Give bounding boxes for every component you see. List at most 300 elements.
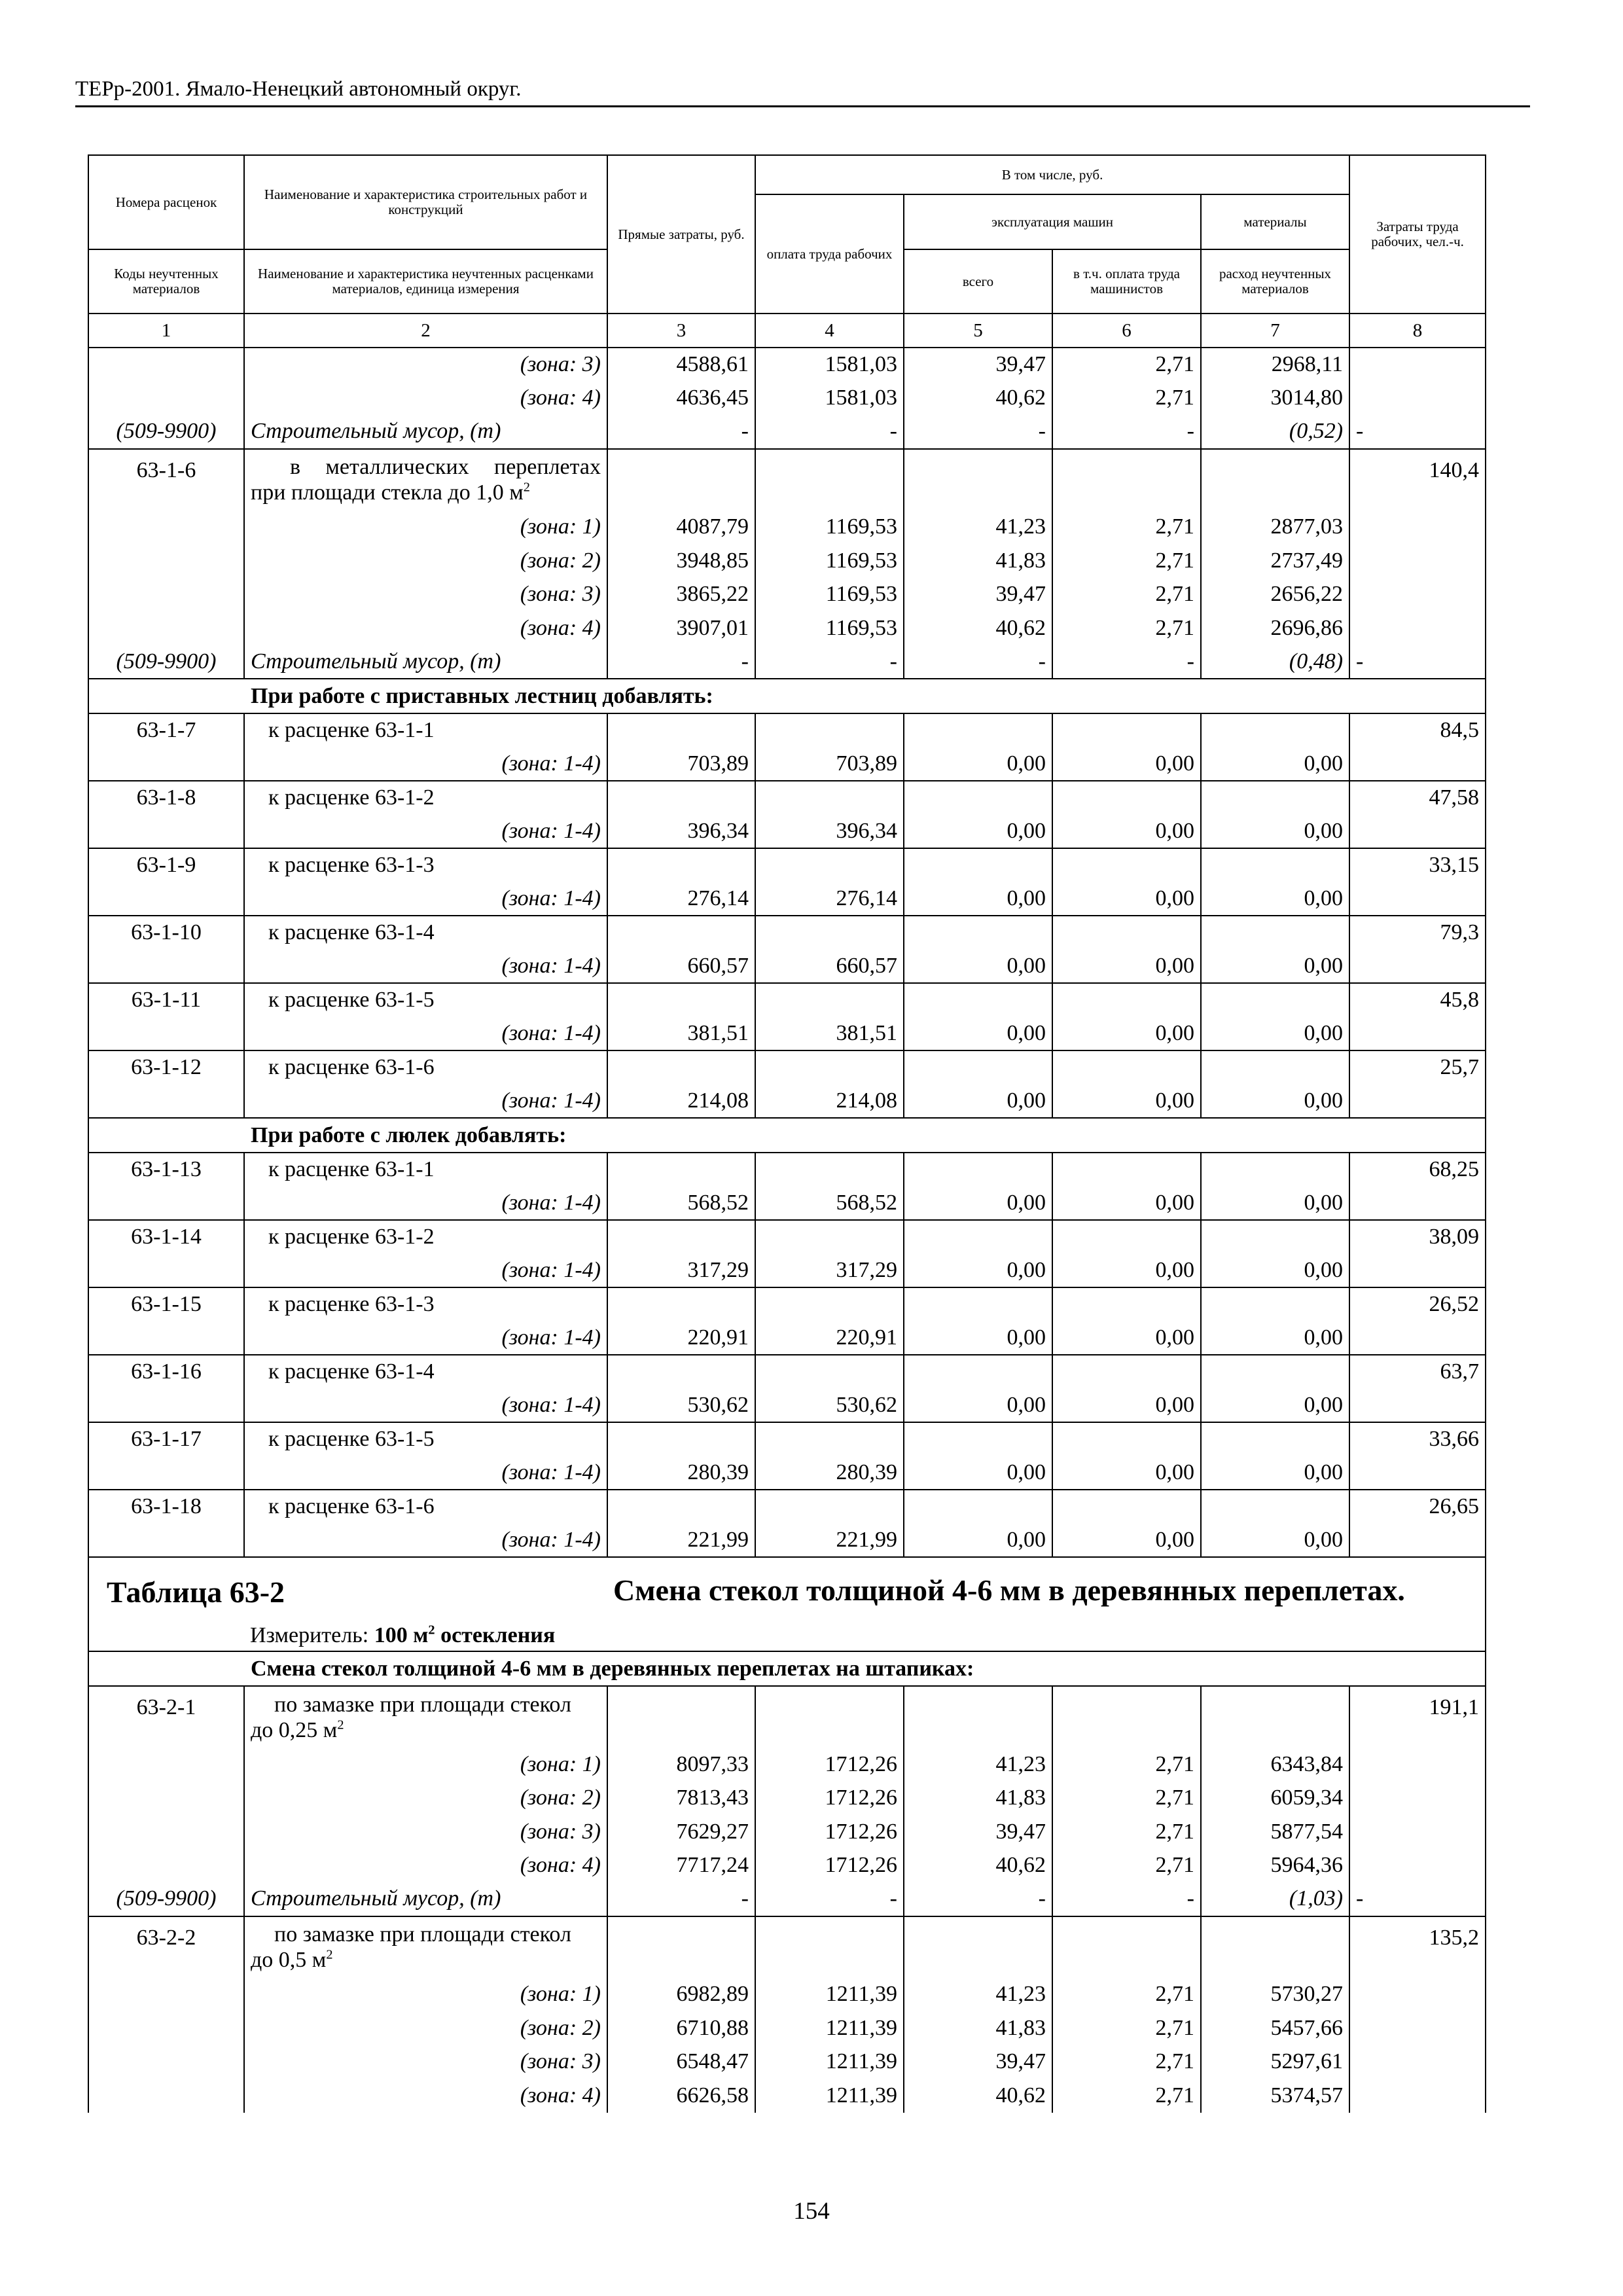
rate-code: 63-1-13 <box>88 1153 244 1187</box>
col4-header: оплата труда рабочих <box>755 194 904 314</box>
col3-header: Прямые затраты, руб. <box>607 155 755 314</box>
wage-cost: 660,57 <box>755 950 904 984</box>
wage-cost: 1712,26 <box>755 1782 904 1816</box>
superscript: 2 <box>337 1717 344 1732</box>
measure-unit <box>250 1623 555 1648</box>
col-number: 4 <box>755 314 904 348</box>
material-name: Строительный мусор, (т) <box>244 645 607 679</box>
materials-cost: 2877,03 <box>1201 511 1349 545</box>
table-label: Таблица 63-2 <box>107 1575 285 1609</box>
zone-label: (зона: 1) <box>244 511 607 545</box>
col-number: 2 <box>244 314 607 348</box>
dash: - <box>904 645 1052 679</box>
direct-cost: 703,89 <box>607 747 755 781</box>
header-row-1 <box>88 155 1486 194</box>
materials-cost: 0,00 <box>1201 1187 1349 1221</box>
direct-cost: 568,52 <box>607 1187 755 1221</box>
materials-cost: 5877,54 <box>1201 1815 1349 1849</box>
table-row <box>88 1254 1486 1288</box>
table-row <box>88 1782 1486 1816</box>
zone-label: (зона: 2) <box>244 544 607 578</box>
dash: - <box>755 415 904 449</box>
column-numbers-row <box>88 314 1486 348</box>
dash: - <box>1349 1882 1486 1916</box>
rate-row <box>88 1287 1486 1321</box>
machinist-wage: 2,71 <box>1052 2011 1201 2045</box>
machine-cost: 41,23 <box>904 1748 1052 1782</box>
rate-name-line2: при площади стекла до 1,0 м <box>251 480 524 505</box>
direct-cost: 6710,88 <box>607 2011 755 2045</box>
direct-cost: 276,14 <box>607 882 755 916</box>
machine-cost: 0,00 <box>904 1085 1052 1119</box>
materials-cost: 0,00 <box>1201 747 1349 781</box>
rate-row <box>88 781 1486 815</box>
machinist-wage: 0,00 <box>1052 1085 1201 1119</box>
zone-label: (зона: 1-4) <box>244 1456 607 1490</box>
section-heading: При работе с люлек добавлять: <box>88 1118 1486 1153</box>
wage-cost: 220,91 <box>755 1321 904 1355</box>
machinist-wage: 2,71 <box>1052 1978 1201 2012</box>
labor-cost: 47,58 <box>1349 781 1486 815</box>
dash: - <box>1052 1882 1201 1916</box>
machine-cost: 0,00 <box>904 815 1052 849</box>
materials-cost: 0,00 <box>1201 815 1349 849</box>
col-number: 7 <box>1201 314 1349 348</box>
labor-cost: 26,52 <box>1349 1287 1486 1321</box>
rate-name: к расценке 63-1-6 <box>244 1050 607 1085</box>
labor-cost: 63,7 <box>1349 1355 1486 1389</box>
rate-row <box>88 1220 1486 1254</box>
materials-cost: 5964,36 <box>1201 1849 1349 1883</box>
col6-header: в т.ч. оплата труда машинистов <box>1052 249 1201 314</box>
measure-suffix: остекления <box>440 1623 556 1647</box>
col7-header: расход неучтенных материалов <box>1201 249 1349 314</box>
machine-cost: 0,00 <box>904 1456 1052 1490</box>
rate-row <box>88 983 1486 1017</box>
labor-cost: 33,15 <box>1349 848 1486 882</box>
machinist-wage: 0,00 <box>1052 1254 1201 1288</box>
table-row <box>88 1748 1486 1782</box>
section-heading-row <box>88 1651 1486 1686</box>
superscript: 2 <box>326 1947 333 1962</box>
dash: - <box>1349 645 1486 679</box>
table-row <box>88 1849 1486 1883</box>
machinist-wage: 0,00 <box>1052 1187 1201 1221</box>
wage-cost: 568,52 <box>755 1187 904 1221</box>
zone-label: (зона: 1-4) <box>244 882 607 916</box>
direct-cost: 4636,45 <box>607 382 755 416</box>
machinist-wage: 0,00 <box>1052 1017 1201 1051</box>
running-header: ТЕРр-2001. Ямало-Ненецкий автономный округ. <box>75 77 522 101</box>
wage-cost: 1211,39 <box>755 2045 904 2079</box>
material-code: (509-9900) <box>88 415 244 449</box>
col2-header-bottom: Наименование и характеристика неучтенных расценками материалов, единица измерения <box>244 249 607 314</box>
machine-cost: 0,00 <box>904 1254 1052 1288</box>
materials-cost: 0,00 <box>1201 1389 1349 1423</box>
wage-cost: 1712,26 <box>755 1815 904 1849</box>
zone-label: (зона: 1-4) <box>244 950 607 984</box>
machinist-wage: 0,00 <box>1052 1389 1201 1423</box>
labor-cost: 25,7 <box>1349 1050 1486 1085</box>
machine-cost: 0,00 <box>904 882 1052 916</box>
zone-label: (зона: 1-4) <box>244 815 607 849</box>
machine-cost: 41,83 <box>904 1782 1052 1816</box>
table-row <box>88 1321 1486 1355</box>
direct-cost: 7717,24 <box>607 1849 755 1883</box>
rate-name: к расценке 63-1-5 <box>244 983 607 1017</box>
machinist-wage: 0,00 <box>1052 747 1201 781</box>
labor-cost: 79,3 <box>1349 916 1486 950</box>
col2-header-top: Наименование и характеристика строительных работ и конструкций <box>244 155 607 249</box>
labor-cost: 26,65 <box>1349 1490 1486 1524</box>
machine-cost: 41,83 <box>904 2011 1052 2045</box>
table-row <box>88 1085 1486 1119</box>
table-row <box>88 348 1486 382</box>
table-row <box>88 511 1486 545</box>
table-row <box>88 747 1486 781</box>
materials-cost: 0,00 <box>1201 950 1349 984</box>
wage-cost: 1581,03 <box>755 382 904 416</box>
zone-label: (зона: 1) <box>244 1748 607 1782</box>
labor-cost: 45,8 <box>1349 983 1486 1017</box>
zone-label: (зона: 1) <box>244 1978 607 2012</box>
material-consumption: (0,52) <box>1201 415 1349 449</box>
materials-cost: 0,00 <box>1201 1524 1349 1558</box>
direct-cost: 280,39 <box>607 1456 755 1490</box>
rate-code: 63-2-2 <box>88 1916 244 1978</box>
rate-code: 63-1-8 <box>88 781 244 815</box>
rate-code: 63-1-12 <box>88 1050 244 1085</box>
wage-cost: 276,14 <box>755 882 904 916</box>
price-table <box>88 154 1486 2113</box>
machine-cost: 0,00 <box>904 1389 1052 1423</box>
zone-label: (зона: 1-4) <box>244 1085 607 1119</box>
zone-label: (зона: 3) <box>244 1815 607 1849</box>
wage-cost: 396,34 <box>755 815 904 849</box>
machine-cost: 41,23 <box>904 511 1052 545</box>
rate-row <box>88 1686 1486 1748</box>
machinist-wage: 0,00 <box>1052 882 1201 916</box>
machine-cost: 39,47 <box>904 1815 1052 1849</box>
machine-cost: 0,00 <box>904 950 1052 984</box>
table-row <box>88 1187 1486 1221</box>
machines-header: эксплуатация машин <box>904 194 1201 249</box>
direct-cost: 214,08 <box>607 1085 755 1119</box>
table-row <box>88 2079 1486 2113</box>
wage-cost: 530,62 <box>755 1389 904 1423</box>
wage-cost: 1581,03 <box>755 348 904 382</box>
direct-cost: 6548,47 <box>607 2045 755 2079</box>
rate-name: к расценке 63-1-1 <box>244 713 607 747</box>
machinist-wage: 2,71 <box>1052 2045 1201 2079</box>
dash: - <box>607 645 755 679</box>
table-row <box>88 882 1486 916</box>
direct-cost: 4588,61 <box>607 348 755 382</box>
material-code: (509-9900) <box>88 1882 244 1916</box>
zone-label: (зона: 1-4) <box>244 1524 607 1558</box>
zone-label: (зона: 1-4) <box>244 1017 607 1051</box>
machine-cost: 40,62 <box>904 611 1052 645</box>
machinist-wage: 2,71 <box>1052 544 1201 578</box>
rate-row <box>88 1916 1486 1978</box>
measure-value: 100 м <box>374 1623 429 1647</box>
table-row <box>88 1524 1486 1558</box>
zone-label: (зона: 3) <box>244 2045 607 2079</box>
col-number: 6 <box>1052 314 1201 348</box>
dash: - <box>755 1882 904 1916</box>
materials-cost: 5374,57 <box>1201 2079 1349 2113</box>
zone-label: (зона: 1-4) <box>244 1321 607 1355</box>
debris-row <box>88 645 1486 679</box>
table-row <box>88 1017 1486 1051</box>
dash: - <box>755 645 904 679</box>
debris-row <box>88 415 1486 449</box>
machine-cost: 39,47 <box>904 2045 1052 2079</box>
section-heading-row <box>88 679 1486 713</box>
materials-cost: 2968,11 <box>1201 348 1349 382</box>
rate-row <box>88 1153 1486 1187</box>
machinist-wage: 2,71 <box>1052 1815 1201 1849</box>
materials-cost: 0,00 <box>1201 1456 1349 1490</box>
zone-label: (зона: 1-4) <box>244 1389 607 1423</box>
machinist-wage: 0,00 <box>1052 1321 1201 1355</box>
direct-cost: 4087,79 <box>607 511 755 545</box>
table-row <box>88 578 1486 612</box>
materials-cost: 6059,34 <box>1201 1782 1349 1816</box>
table-row <box>88 2045 1486 2079</box>
wage-cost: 317,29 <box>755 1254 904 1288</box>
materials-cost: 5730,27 <box>1201 1978 1349 2012</box>
rate-code: 63-1-14 <box>88 1220 244 1254</box>
direct-cost: 317,29 <box>607 1254 755 1288</box>
machinist-wage: 2,71 <box>1052 1748 1201 1782</box>
machine-cost: 0,00 <box>904 747 1052 781</box>
materials-cost: 5297,61 <box>1201 2045 1349 2079</box>
dash: - <box>1349 415 1486 449</box>
zone-label: (зона: 3) <box>244 348 607 382</box>
rate-name: к расценке 63-1-4 <box>244 1355 607 1389</box>
table-row <box>88 611 1486 645</box>
zone-label: (зона: 1-4) <box>244 1187 607 1221</box>
machine-cost: 0,00 <box>904 1524 1052 1558</box>
zone-label: (зона: 2) <box>244 1782 607 1816</box>
wage-cost: 1211,39 <box>755 2079 904 2113</box>
table-title-row <box>88 1557 1486 1651</box>
rate-row <box>88 1422 1486 1456</box>
wage-cost: 1169,53 <box>755 611 904 645</box>
table-row <box>88 2011 1486 2045</box>
direct-cost: 220,91 <box>607 1321 755 1355</box>
header-rule <box>75 105 1530 107</box>
wage-cost: 1712,26 <box>755 1849 904 1883</box>
machine-cost: 0,00 <box>904 1321 1052 1355</box>
wage-cost: 1712,26 <box>755 1748 904 1782</box>
wage-cost: 1169,53 <box>755 544 904 578</box>
rate-name: к расценке 63-1-2 <box>244 1220 607 1254</box>
labor-cost: 191,1 <box>1349 1686 1486 1748</box>
direct-cost: 6626,58 <box>607 2079 755 2113</box>
col-number: 1 <box>88 314 244 348</box>
rate-code: 63-1-15 <box>88 1287 244 1321</box>
machine-cost: 0,00 <box>904 1187 1052 1221</box>
machinist-wage: 0,00 <box>1052 1524 1201 1558</box>
machinist-wage: 2,71 <box>1052 1849 1201 1883</box>
wage-cost: 381,51 <box>755 1017 904 1051</box>
machinist-wage: 2,71 <box>1052 1782 1201 1816</box>
dash: - <box>904 415 1052 449</box>
rate-name: к расценке 63-1-3 <box>244 848 607 882</box>
rate-code: 63-1-16 <box>88 1355 244 1389</box>
direct-cost: 8097,33 <box>607 1748 755 1782</box>
labor-cost: 68,25 <box>1349 1153 1486 1187</box>
measure-prefix: Измеритель: <box>250 1623 369 1647</box>
labor-cost: 38,09 <box>1349 1220 1486 1254</box>
materials-cost: 5457,66 <box>1201 2011 1349 2045</box>
machinist-wage: 2,71 <box>1052 611 1201 645</box>
rate-code: 63-1-17 <box>88 1422 244 1456</box>
materials-cost: 0,00 <box>1201 1321 1349 1355</box>
materials-cost: 0,00 <box>1201 1085 1349 1119</box>
machinist-wage: 2,71 <box>1052 348 1201 382</box>
dash: - <box>607 415 755 449</box>
materials-cost: 0,00 <box>1201 882 1349 916</box>
materials-cost: 0,00 <box>1201 1254 1349 1288</box>
machine-cost: 40,62 <box>904 2079 1052 2113</box>
rate-name: к расценке 63-1-1 <box>244 1153 607 1187</box>
rate-name-line2: до 0,25 м <box>251 1717 338 1742</box>
zone-label: (зона: 4) <box>244 2079 607 2113</box>
rate-code: 63-2-1 <box>88 1686 244 1748</box>
direct-cost: 221,99 <box>607 1524 755 1558</box>
table-row <box>88 1978 1486 2012</box>
machine-cost: 41,83 <box>904 544 1052 578</box>
rate-code: 63-1-11 <box>88 983 244 1017</box>
machinist-wage: 2,71 <box>1052 382 1201 416</box>
rate-code: 63-1-18 <box>88 1490 244 1524</box>
table-row <box>88 1389 1486 1423</box>
table-row <box>88 1456 1486 1490</box>
machinist-wage: 2,71 <box>1052 2079 1201 2113</box>
machinist-wage: 0,00 <box>1052 950 1201 984</box>
materials-cost: 2696,86 <box>1201 611 1349 645</box>
machinist-wage: 0,00 <box>1052 815 1201 849</box>
machine-cost: 39,47 <box>904 578 1052 612</box>
debris-row <box>88 1882 1486 1916</box>
rate-code: 63-1-7 <box>88 713 244 747</box>
col1-header-bottom: Коды неучтенных материалов <box>88 249 244 314</box>
labor-cost: 84,5 <box>1349 713 1486 747</box>
rate-name: к расценке 63-1-2 <box>244 781 607 815</box>
zone-label: (зона: 1-4) <box>244 747 607 781</box>
rate-code: 63-1-6 <box>88 449 244 511</box>
machine-cost: 39,47 <box>904 348 1052 382</box>
machinist-wage: 2,71 <box>1052 578 1201 612</box>
wage-cost: 703,89 <box>755 747 904 781</box>
wage-cost: 1169,53 <box>755 578 904 612</box>
col-number: 8 <box>1349 314 1486 348</box>
wage-cost: 1211,39 <box>755 1978 904 2012</box>
direct-cost: 6982,89 <box>607 1978 755 2012</box>
dash: - <box>904 1882 1052 1916</box>
rate-name-line2: до 0,5 м <box>251 1948 327 1972</box>
rate-row <box>88 848 1486 882</box>
machine-cost: 40,62 <box>904 382 1052 416</box>
zone-label: (зона: 4) <box>244 382 607 416</box>
direct-cost: 3948,85 <box>607 544 755 578</box>
zone-label: (зона: 3) <box>244 578 607 612</box>
wage-cost: 1211,39 <box>755 2011 904 2045</box>
labor-cost: 140,4 <box>1349 449 1486 511</box>
direct-cost: 7813,43 <box>607 1782 755 1816</box>
section-heading: Смена стекол толщиной 4-6 мм в деревянных переплетах на штапиках: <box>88 1651 1486 1686</box>
rate-name-line1: в металлических переплетах <box>290 455 601 479</box>
direct-cost: 7629,27 <box>607 1815 755 1849</box>
material-consumption: (1,03) <box>1201 1882 1349 1916</box>
group-header: В том числе, руб. <box>755 155 1349 194</box>
materials-cost: 0,00 <box>1201 1017 1349 1051</box>
rate-name: к расценке 63-1-4 <box>244 916 607 950</box>
table-row <box>88 544 1486 578</box>
rate-row <box>88 916 1486 950</box>
direct-cost: 530,62 <box>607 1389 755 1423</box>
materials-cost: 3014,80 <box>1201 382 1349 416</box>
rate-row <box>88 449 1486 511</box>
material-name: Строительный мусор, (т) <box>244 1882 607 1916</box>
table-title: Смена стекол толщиной 4-6 мм в деревянных переплетах. <box>613 1573 1405 1607</box>
direct-cost: 396,34 <box>607 815 755 849</box>
wage-cost: 1169,53 <box>755 511 904 545</box>
material-name: Строительный мусор, (т) <box>244 415 607 449</box>
rate-code: 63-1-9 <box>88 848 244 882</box>
machinist-wage: 0,00 <box>1052 1456 1201 1490</box>
rate-row <box>88 713 1486 747</box>
labor-cost: 33,66 <box>1349 1422 1486 1456</box>
materials-cost: 2737,49 <box>1201 544 1349 578</box>
materials-cost: 2656,22 <box>1201 578 1349 612</box>
rate-name: к расценке 63-1-5 <box>244 1422 607 1456</box>
superscript: 2 <box>523 480 530 495</box>
materials-header: материалы <box>1201 194 1349 249</box>
machine-cost: 0,00 <box>904 1017 1052 1051</box>
superscript: 2 <box>428 1623 435 1638</box>
zone-label: (зона: 4) <box>244 1849 607 1883</box>
rate-row <box>88 1355 1486 1389</box>
page-number: 154 <box>793 2198 830 2225</box>
machinist-wage: 2,71 <box>1052 511 1201 545</box>
rate-code: 63-1-10 <box>88 916 244 950</box>
wage-cost: 221,99 <box>755 1524 904 1558</box>
machine-cost: 40,62 <box>904 1849 1052 1883</box>
material-consumption: (0,48) <box>1201 645 1349 679</box>
wage-cost: 214,08 <box>755 1085 904 1119</box>
direct-cost: 660,57 <box>607 950 755 984</box>
table-row <box>88 382 1486 416</box>
machine-cost: 41,23 <box>904 1978 1052 2012</box>
materials-cost: 6343,84 <box>1201 1748 1349 1782</box>
direct-cost: 3907,01 <box>607 611 755 645</box>
rate-row <box>88 1490 1486 1524</box>
wage-cost: 280,39 <box>755 1456 904 1490</box>
table-row <box>88 815 1486 849</box>
labor-cost: 135,2 <box>1349 1916 1486 1978</box>
table-row <box>88 1815 1486 1849</box>
zone-label: (зона: 1-4) <box>244 1254 607 1288</box>
rate-name-line1: по замазке при площади стекол <box>274 1922 571 1946</box>
dash: - <box>1052 415 1201 449</box>
rate-row <box>88 1050 1486 1085</box>
rate-name-line1: по замазке при площади стекол <box>274 1692 571 1717</box>
zone-label: (зона: 2) <box>244 2011 607 2045</box>
